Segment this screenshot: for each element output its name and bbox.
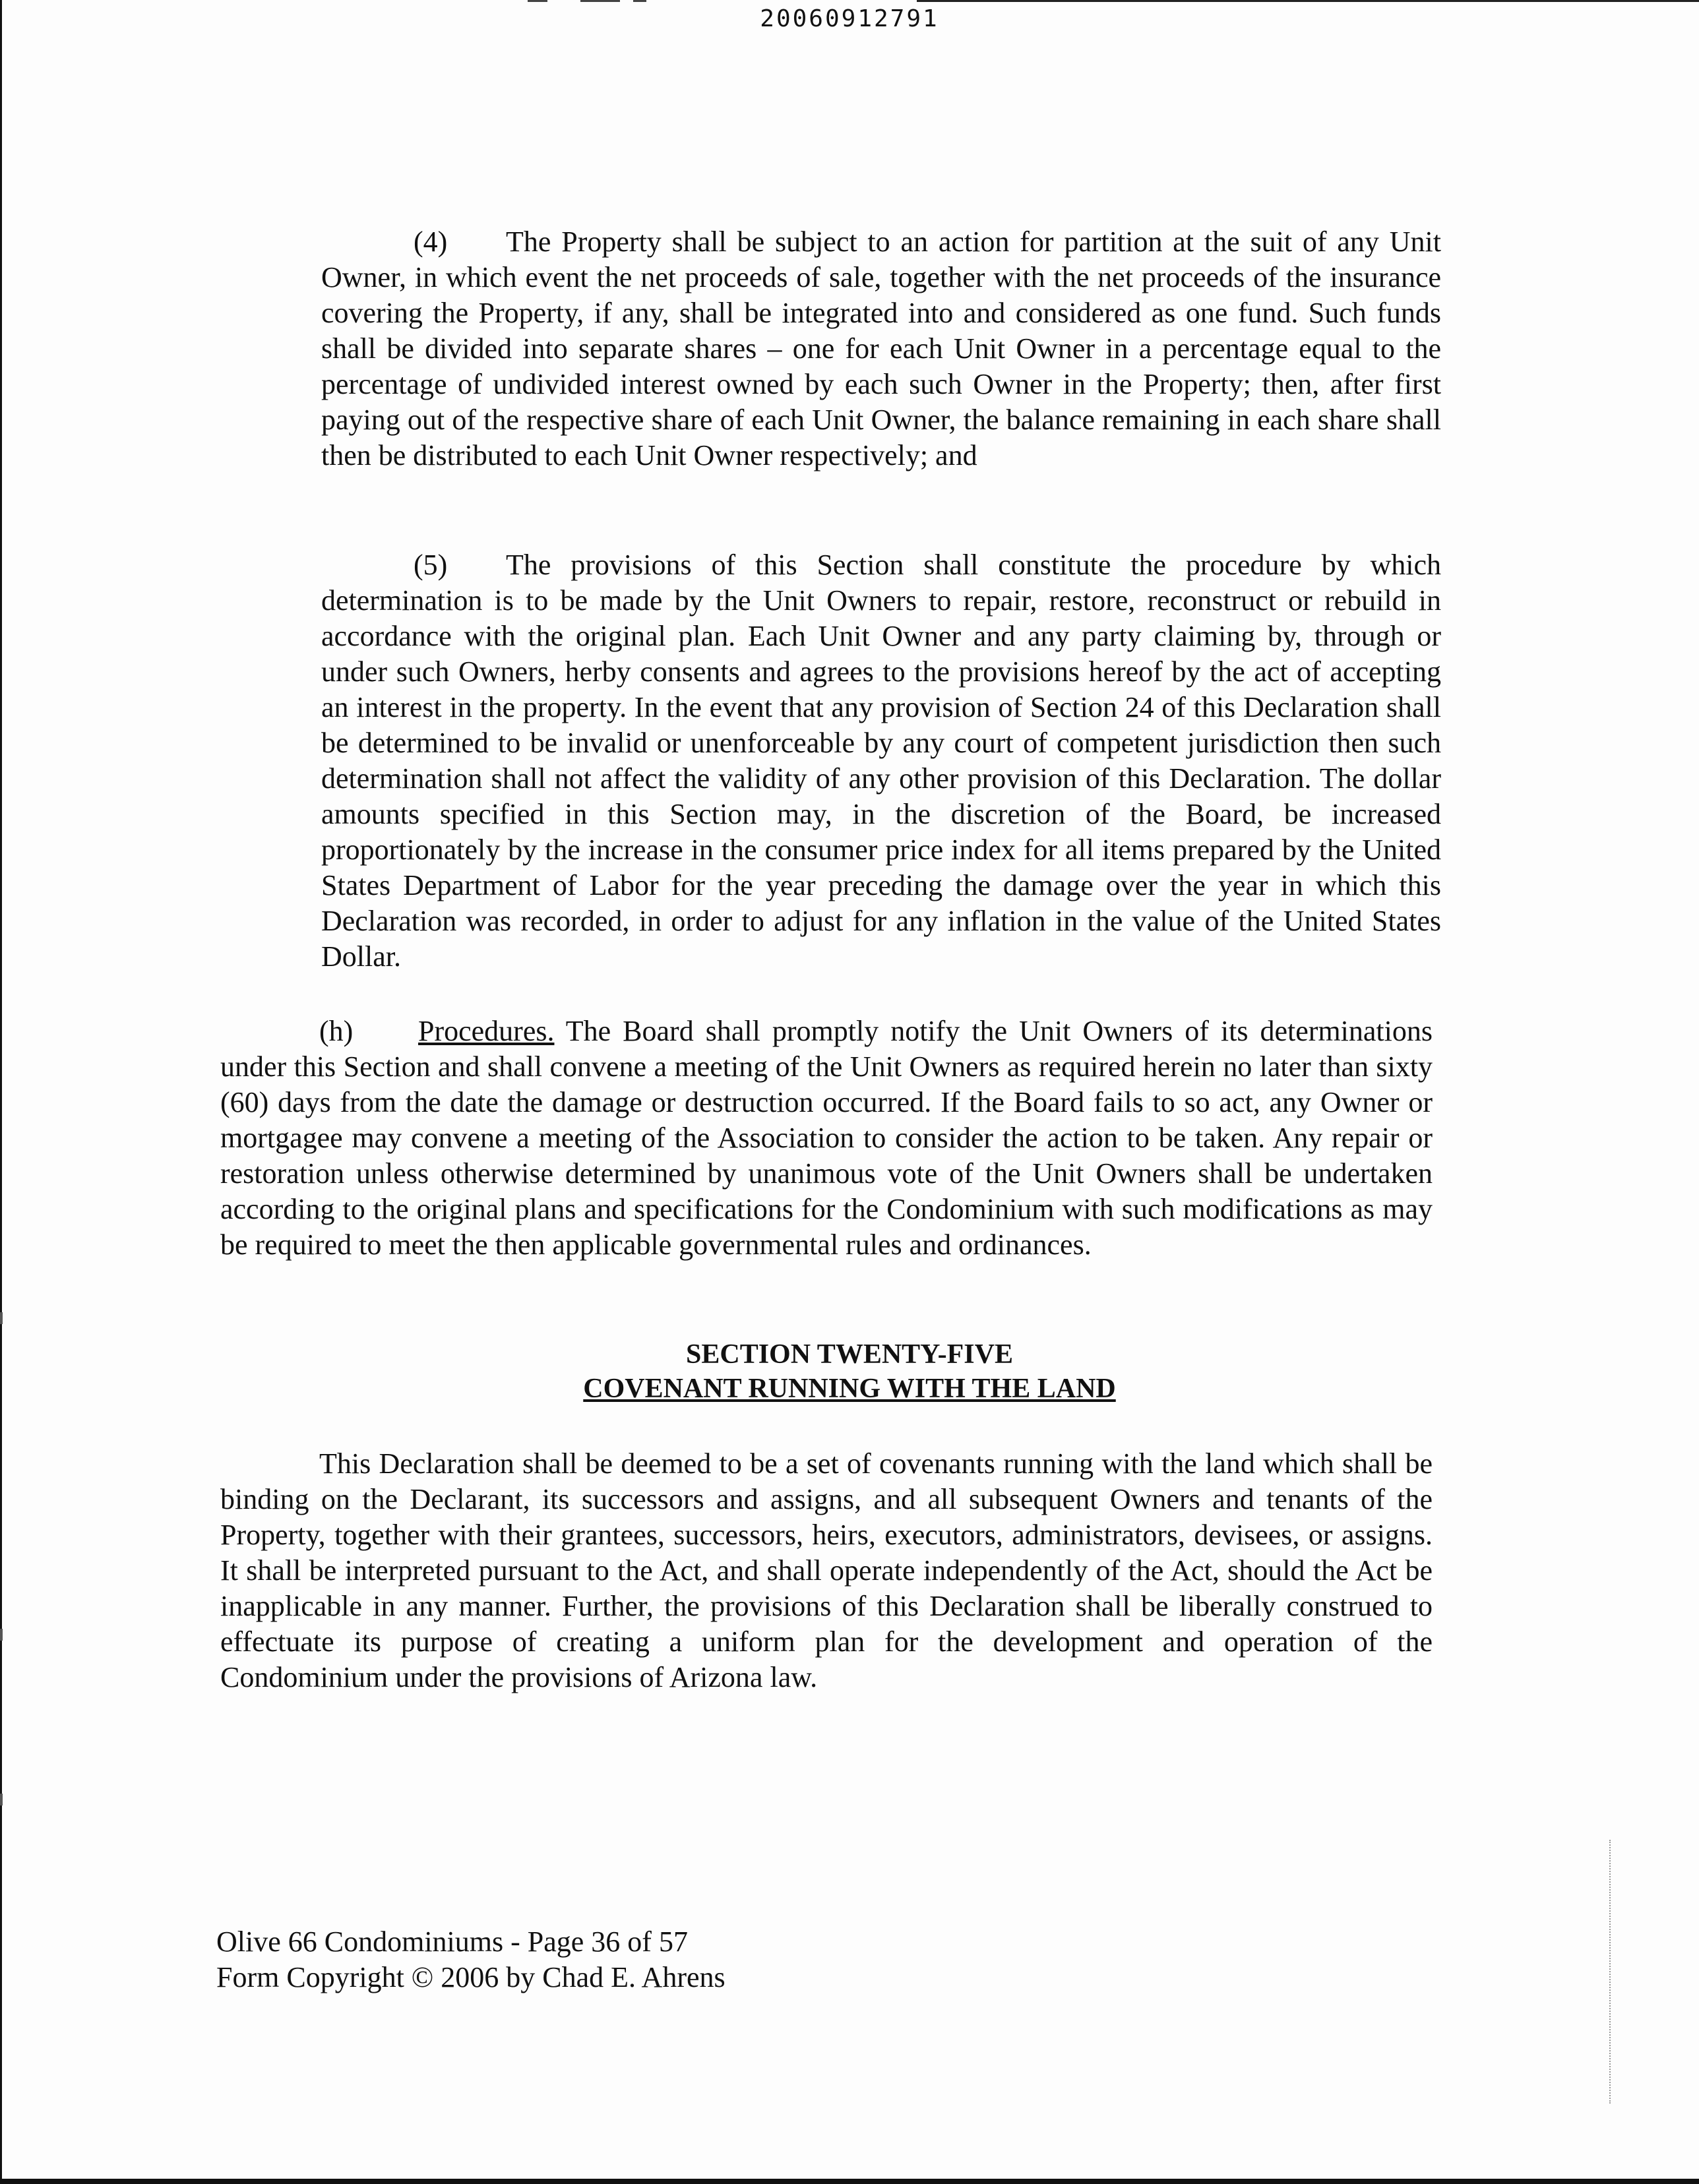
- scan-top-rule: [917, 0, 1699, 2]
- scan-artifact-dash: [580, 0, 620, 2]
- paragraph-text: The provisions of this Section shall constitute the procedure by which determination is to be made by the Unit Owners to repair, restore, reconstruct or rebuild in accordance with the original plan. Each Unit Owner and any party claiming by, through or under such Owners, herby consents and agrees to the provisions hereof by the act of accepting an interest in the property. In the event that any provision of Section 24 of this Declaration shall be determined to be invalid or unenforceable by any court of competent jurisdiction then such determination shall not affect the validity of any other provision of this Declaration. The dollar amounts specified in this Section may, in the discretion of the Board, be increased proportionately by the increase in the consumer price index for all items prepared by the United States Department of Labor for the year preceding the damage over the year in which this Declaration was recorded, in order to adjust for any inflation in the value of the United States Dollar.: [321, 549, 1441, 973]
- footer-copyright: Form Copyright © 2006 by Chad E. Ahrens: [216, 1961, 726, 1993]
- recording-number: 20060912791: [760, 5, 939, 32]
- paragraph-4: [321, 224, 1441, 473]
- scan-artifact-tick: [0, 1794, 3, 1805]
- paragraph-text: The Property shall be subject to an action for partition at the suit of any Unit Owner, in which event the net proceeds of sale, together with the net proceeds of the insurance covering the Property, if any, shall be integrated into and considered as one fund. Such funds shall be divided into separate shares – one for each Unit Owner in a percentage equal to the percentage of undivided interest owned by each such Owner in the Property; then, after first paying out of the respective share of each Unit Owner, the balance remaining in each share shall then be distributed to each Unit Owner respectively; and: [321, 226, 1441, 471]
- scan-artifact-dash: [633, 0, 646, 2]
- scan-right-dots: [1609, 1840, 1611, 2104]
- section-subtitle: COVENANT RUNNING WITH THE LAND: [583, 1374, 1116, 1404]
- paragraph-number: (h): [319, 1015, 354, 1047]
- paragraph-number: (4): [414, 226, 448, 258]
- scan-artifact-dash: [528, 0, 547, 2]
- scan-left-edge: [0, 0, 2, 2184]
- section-heading: [0, 1337, 1699, 1406]
- paragraph-5: [321, 547, 1441, 975]
- page-footer: [216, 1924, 726, 1995]
- section-paragraph: [220, 1446, 1433, 1695]
- footer-page-info: Olive 66 Condominiums - Page 36 of 57: [216, 1926, 688, 1958]
- paragraph-title: Procedures.: [418, 1015, 555, 1047]
- paragraph-number: (5): [414, 549, 448, 581]
- paragraph-text: The Board shall promptly notify the Unit Owners of its determinations under this Section and shall convene a meeting of the Unit Owners as required herein no later than sixty (60) days from the date the damage or destruction occurred. If the Board fails to so act, any Owner or mortgagee may convene a meeting of the Association to consider the action to be taken. Any repair or restoration unless otherwise determined by unanimous vote of the Unit Owners shall be undertaken according to the original plans and specifications for the Condominium with such modifications as may be required to meet the then applicable governmental rules and ordinances.: [220, 1015, 1433, 1261]
- section-title: SECTION TWENTY-FIVE: [686, 1339, 1013, 1370]
- paragraph-h: [220, 1014, 1433, 1263]
- scan-artifact-tick: [0, 1629, 3, 1641]
- paragraph-text: This Declaration shall be deemed to be a set of covenants running with the land which shall be binding on the Declarant, its successors and assigns, and all subsequent Owners and tenants of the Property, together with their grantees, successors, heirs, executors, administrators, devisees, or assigns. It shall be interpreted pursuant to the Act, and shall operate independently of the Act, should the Act be inapplicable in any manner. Further, the provisions of this Declaration shall be liberally construed to effectuate its purpose of creating a uniform plan for the development and operation of the Condominium under the provisions of Arizona law.: [220, 1447, 1433, 1693]
- scan-bottom-edge: [0, 2179, 1699, 2184]
- scan-artifact-tick: [0, 1312, 3, 1324]
